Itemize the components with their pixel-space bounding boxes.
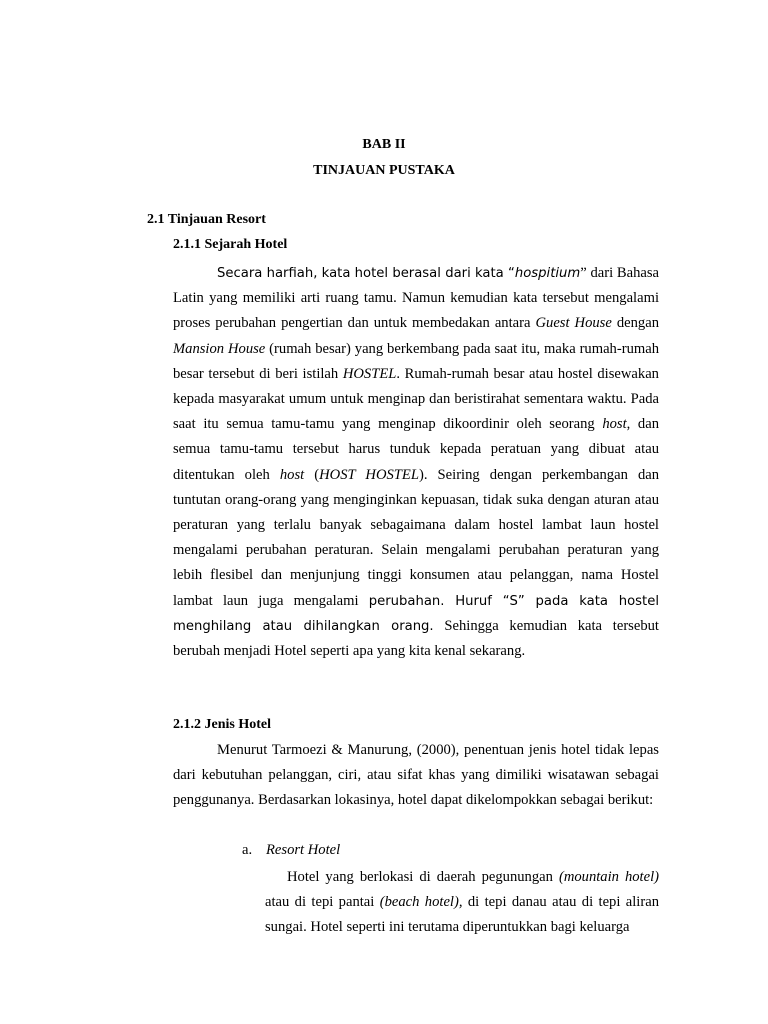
list-letter: a. (242, 842, 253, 858)
paragraph-text: Sehingga kemudian kata tersebut berubah menjadi Hotel seperti apa yang kita kenal sekarang. (173, 617, 659, 660)
section-heading: 2.1 Tinjauan Resort (147, 212, 266, 227)
list-item-title: Resort Hotel (266, 842, 341, 858)
paragraph-resort-hotel (265, 865, 659, 941)
list-item-resort-hotel (242, 842, 340, 859)
paragraph-text: ). Seiring dengan perkembangan dan tuntutan orang-orang yang menginginkan kepuasan, tidak suka dengan aturan atau peraturan yang terlalu banyak sebagaimana dalam hostel lambat laun hostel mengalami perubahan peraturan. Selain mengalami perubahan peraturan yang lebih flesibel dan menjunjung tinggi konsumen atau pelanggan, nama Hostel lambat laun juga mengalami (173, 466, 660, 609)
italic-term: host (279, 466, 305, 483)
paragraph-sejarah-hotel (173, 261, 659, 664)
chapter-title: TINJAUAN PUSTAKA (313, 163, 455, 178)
paragraph-text: ” dari Bahasa Latin yang memiliki arti ruang tamu. Namun kemudian kata tersebut mengalami proses perubahan pengertian dan untuk membedakan antara (173, 265, 659, 332)
paragraph-text: . Rumah-rumah besar atau hostel disewakan kepada masyarakat umum untuk menginap dan beristirahat sementara waktu. Pada saat itu semua tamu-tamu yang menginap dikoordinir oleh seorang (173, 365, 659, 433)
italic-term: HOST HOSTEL (319, 466, 419, 483)
italic-term: Mansion House (173, 340, 266, 357)
paragraph-text: Secara harfiah, kata hotel berasal dari kata “ (217, 266, 515, 281)
paragraph-text: di tepi danau atau di tepi aliran sungai. Hotel seperti ini terutama diperuntukkan bagi keluarga (265, 894, 659, 936)
paragraph-text: (rumah besar) yang berkembang pada saat itu, maka rumah-rumah besar tersebut di beri istilah (173, 340, 659, 382)
paragraph-text: Hotel yang berlokasi di daerah pegunungan (287, 869, 559, 885)
paragraph-text: ( (304, 466, 320, 483)
paragraph-text: , dan semua tamu-tamu tersebut harus tunduk kepada peratuan yang dibuat atau ditentukan oleh (173, 416, 660, 483)
italic-term: Guest House (535, 315, 612, 332)
italic-term: host (602, 416, 627, 433)
paragraph-jenis-hotel (173, 738, 659, 814)
chapter-number: BAB II (362, 137, 406, 152)
subsection-heading-sejarah: 2.1.1 Sejarah Hotel (173, 237, 288, 252)
paragraph-text: dengan (611, 315, 659, 332)
italic-term: (beach hotel), (379, 894, 463, 911)
paragraph-text: perubahan. Huruf “S” pada kata hostel menghilang atau dihilangkan orang. (173, 593, 659, 634)
paragraph-text: atau di tepi pantai (265, 894, 380, 911)
italic-term: hospitium (514, 266, 581, 281)
italic-term: (mountain hotel) (558, 869, 660, 885)
subsection-heading-jenis: 2.1.2 Jenis Hotel (173, 717, 271, 732)
italic-term: HOSTEL (342, 365, 397, 382)
paragraph-text: Menurut Tarmoezi & Manurung, (2000), penentuan jenis hotel tidak lepas dari kebutuhan pelanggan, ciri, atau sifat khas yang dimiliki wisatawan sebagai penggunanya. Berdasarkan lokasinya, hotel dapat dikelompokkan sebagai berikut: (173, 742, 659, 809)
